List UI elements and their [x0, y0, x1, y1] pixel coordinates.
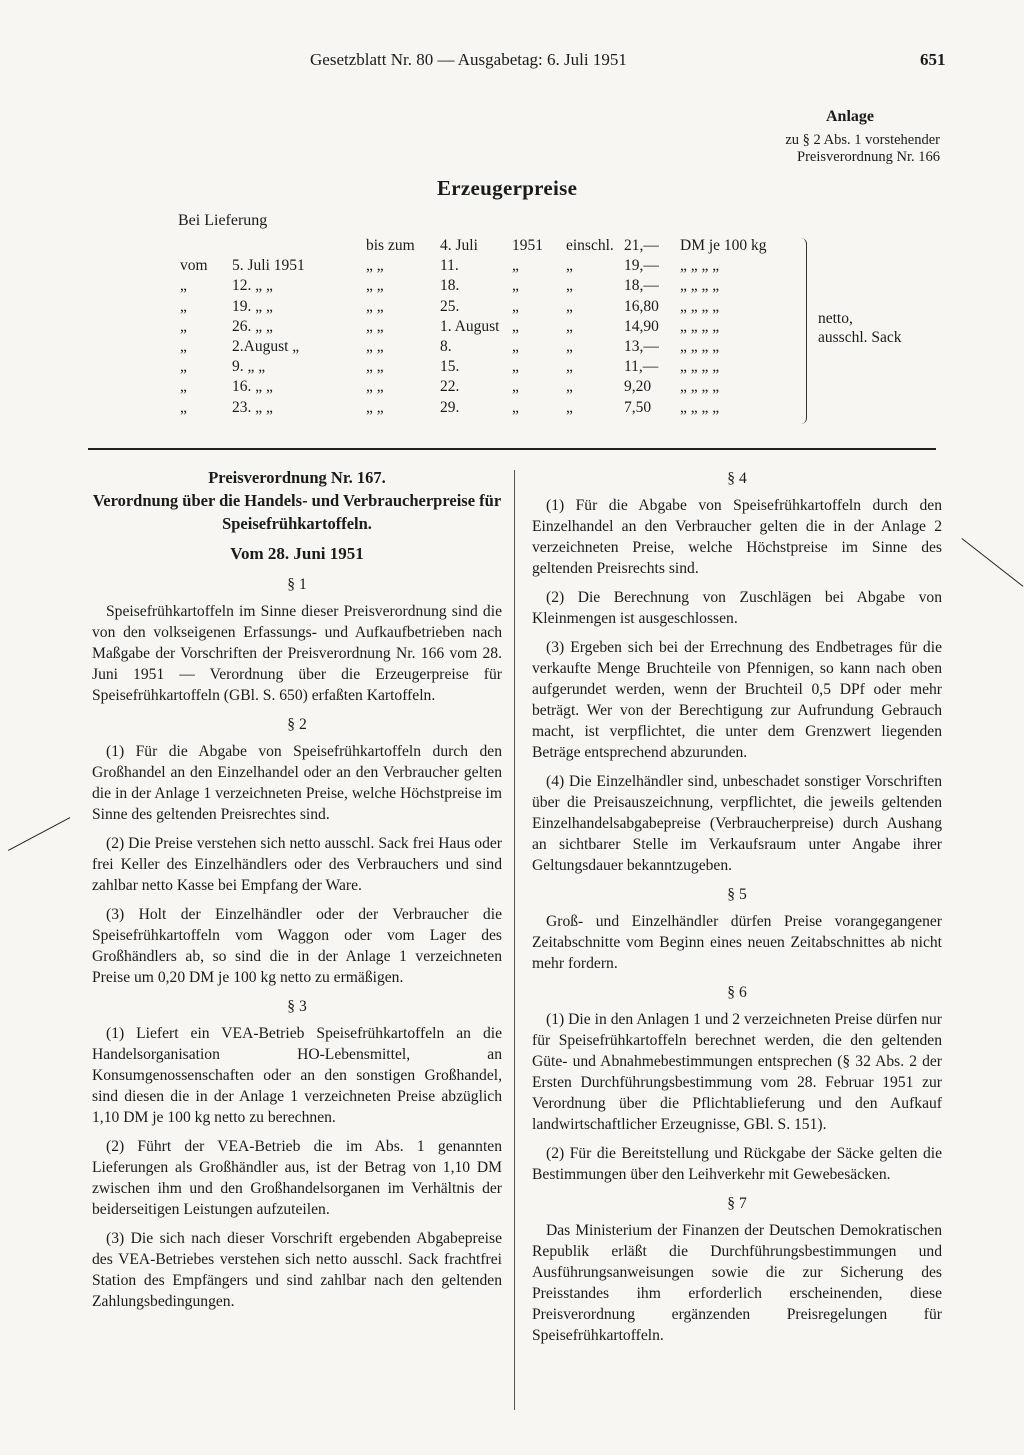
- ordinance-title: Verordnung über die Handels- und Verbraucherpreise für Speisefrühkartoffeln.: [92, 491, 502, 533]
- paragraph: Das Ministerium der Finanzen der Deutschen Demokratischen Republik erläßt die Durchführungsbestimmungen und Ausführungsanweisungen sowie die zur Sicherung des Preisstandes ihm erforderlich erscheinenden, diese Preisverordnung ergänzenden Preisregelungen für Speisefrühkartoffeln.: [532, 1222, 942, 1344]
- table-cell-c1: „: [180, 338, 187, 355]
- table-cell-c2: 12. „ „: [232, 277, 273, 295]
- paragraph: (4) Die Einzelhändler sind, unbeschadet sonstiger Vorschriften über die Preisauszeichnung, verpflichtet, die jeweils geltenden Einzelhandelsabgabepreise (Verbraucherpreise) durch Aushang an sichtbarer Stelle im Verkaufsraum unter Angabe ihrer Geltungsdauer bekanntzugeben.: [532, 773, 942, 874]
- table-cell-c2: 26. „ „: [232, 317, 273, 335]
- table-cell-c5: „: [512, 338, 519, 355]
- table-cell-c6: „: [566, 257, 573, 275]
- table-cell-c6: „: [566, 358, 573, 376]
- table-cell-c3: „ „: [366, 297, 384, 315]
- table-cell-c5: „: [512, 317, 519, 335]
- table-cell-c5: „: [512, 358, 519, 376]
- table-cell-c5: „: [512, 398, 519, 416]
- table-cell-c1: „: [180, 378, 187, 396]
- table-cell-price: 16,80: [624, 297, 659, 315]
- ordinance-number: Preisverordnung Nr. 167.: [208, 468, 386, 487]
- table-cell-c4: 29.: [440, 398, 460, 416]
- table-cell-c3: „ „: [366, 277, 384, 295]
- section-heading: § 1: [287, 576, 307, 593]
- table-cell-unit: „ „ „ „: [680, 338, 720, 355]
- table-cell-c4: 11.: [440, 257, 459, 275]
- table-cell-c6: „: [566, 277, 573, 295]
- table-cell-price: 18,—: [624, 277, 659, 295]
- table-cell-c4: 22.: [440, 378, 460, 396]
- right-column-body: [532, 468, 942, 1346]
- table-cell-c3: „ „: [366, 257, 384, 275]
- section-divider: [88, 448, 936, 450]
- paragraph: (2) Für die Bereitstellung und Rückgabe der Säcke gelten die Bestimmungen über den Leihverkehr mit Gewebesäcken.: [532, 1145, 942, 1183]
- note-line: netto,: [818, 310, 853, 327]
- table-cell-unit: „ „ „ „: [680, 358, 720, 376]
- table-cell-c2: 23. „ „: [232, 398, 273, 416]
- paragraph: (3) Ergeben sich bei der Errechnung des Endbetrages für die verkaufte Menge Bruchteile von Pfennigen, so kann nach oben aufgerundet werden, wenn der Bruchteil 0,5 DPf oder mehr beträgt. Wer von der Berechtigung zur Aufrundung Gebrauch macht, ist verpflichtet, die unter dem Grenzwert liegenden Beträge entsprechend abzurunden.: [532, 639, 942, 761]
- table-cell-price: 11,—: [624, 358, 659, 376]
- table-cell-c1: „: [180, 277, 187, 295]
- paragraph: (3) Holt der Einzelhändler oder der Verbraucher die Speisefrühkartoffeln vom Waggon oder vom Lager des Großhändlers ab, so sind die in der Anlage 1 verzeichneten Preise um 0,20 DM je 100 kg netto zu ermäßigen.: [92, 906, 502, 986]
- table-intro: Bei Lieferung: [178, 212, 268, 229]
- anlage-line: zu § 2 Abs. 1 vorstehender: [785, 132, 940, 148]
- table-cell-c4: 4. Juli: [440, 237, 478, 254]
- running-header: Gesetzblatt Nr. 80 — Ausgabetag: 6. Juli 1951: [310, 50, 627, 69]
- table-cell-c2: 19. „ „: [232, 297, 273, 315]
- table-cell-unit: „ „ „ „: [680, 317, 720, 335]
- section-heading: § 4: [727, 470, 747, 487]
- table-cell-price: 14,90: [624, 317, 659, 335]
- paragraph: (1) Für die Abgabe von Speisefrühkartoffeln durch den Großhandel an den Einzelhandel oder an den Verbraucher gelten die in der Anlage 1 verzeichneten Preise, welche Höchstpreise im Sinne des geltenden Preisrechtes sind.: [92, 743, 502, 823]
- paragraph: (1) Liefert ein VEA-Betrieb Speisefrühkartoffeln an die Handelsorganisation HO-Lebensmittel, an Konsumgenossenschaften oder an den sonstigen Großhandel, sind diesen die in der Anlage 1 verzeichneten Preise abzüglich 1,10 DM je 100 kg netto zu berechnen.: [92, 1025, 502, 1126]
- table-cell-c2: 16. „ „: [232, 378, 273, 396]
- paragraph: (2) Führt der VEA-Betrieb die im Abs. 1 genannten Lieferungen als Großhändler aus, ist der Betrag von 1,10 DM zwischen ihm und den Großhandelsorganen im Verhältnis der beiderseitigen Leistungen aufzuteilen.: [92, 1138, 502, 1218]
- paragraph: (2) Die Berechnung von Zuschlägen bei Abgabe von Kleinmengen ist ausgeschlossen.: [532, 589, 942, 627]
- table-cell-c1: „: [180, 317, 187, 335]
- right-column: [532, 466, 942, 1354]
- table-cell-price: 9,20: [624, 378, 652, 396]
- section-heading: § 2: [287, 716, 307, 733]
- page-number: 651: [920, 50, 946, 69]
- table-cell-unit: „ „ „ „: [680, 398, 720, 416]
- section-heading: § 6: [727, 984, 747, 1001]
- margin-mark: [961, 538, 1023, 587]
- paragraph: (1) Für die Abgabe von Speisefrühkartoffeln durch den Einzelhandel an den Verbraucher gelten die in der Anlage 2 verzeichneten Preise, welche Höchstpreise im Sinne des geltenden Preisrechts sind.: [532, 497, 942, 577]
- paragraph: (2) Die Preise verstehen sich netto ausschl. Sack frei Haus oder frei Keller des Einzelhändlers oder des Verbrauchers und sind zahlbar netto Kasse bei Empfang der Ware.: [92, 835, 502, 894]
- table-cell-price: 7,50: [624, 398, 652, 416]
- table-cell-c4: 1. August: [440, 317, 500, 335]
- table-cell-unit: „ „ „ „: [680, 378, 720, 396]
- table-cell-c3: „ „: [366, 358, 384, 376]
- table-cell-c4: 25.: [440, 297, 460, 315]
- table-cell-c6: einschl.: [566, 237, 614, 254]
- table-cell-c5: „: [512, 277, 519, 295]
- table-cell-c6: „: [566, 378, 573, 396]
- column-divider: [514, 470, 515, 1410]
- ordinance-date: Vom 28. Juni 1951: [230, 544, 364, 563]
- paragraph: (1) Die in den Anlagen 1 und 2 verzeichneten Preise dürfen nur für Speisefrühkartoffeln berechnet werden, die den geltenden Güte- und Abnahmebestimmungen entsprechen (§ 32 Abs. 2 der Ersten Durchführungsbestimmung vom 28. Februar 1951 zur Verordnung über die Pflichtablieferung und den Aufkauf landwirtschaftlicher Erzeugnisse, GBl. S. 151).: [532, 1011, 942, 1133]
- table-cell-price: 13,—: [624, 338, 659, 355]
- table-cell-c2: 5. Juli 1951: [232, 257, 305, 275]
- table-cell-c6: „: [566, 317, 573, 335]
- table-cell-c4: 15.: [440, 358, 460, 376]
- anlage-line: Preisverordnung Nr. 166: [797, 149, 940, 165]
- table-cell-c3: bis zum: [366, 237, 415, 254]
- table-cell-c4: 8.: [440, 338, 452, 355]
- table-note: [818, 309, 902, 347]
- table-cell-c3: „ „: [366, 398, 384, 416]
- section-heading: § 7: [727, 1195, 747, 1212]
- table-cell-c3: „ „: [366, 338, 384, 355]
- table-cell-unit: „ „ „ „: [680, 297, 720, 315]
- table-cell-unit: „ „ „ „: [680, 277, 720, 295]
- table-cell-price: 19,—: [624, 257, 659, 275]
- table-cell-c5: 1951: [512, 237, 543, 254]
- table-cell-c1: „: [180, 358, 187, 376]
- table-cell-c3: „ „: [366, 317, 384, 335]
- paragraph: (3) Die sich nach dieser Vorschrift ergebenden Abgabepreise des VEA-Betriebes verstehen sich netto ausschl. Sack frachtfrei Station des Empfängers und sind zahlbar nach den geltenden Zahlungsbedingungen.: [92, 1230, 502, 1310]
- table-cell-c1: vom: [180, 257, 208, 275]
- anlage-title: Anlage: [826, 108, 874, 125]
- table-cell-c4: 18.: [440, 277, 460, 295]
- table-cell-c6: „: [566, 297, 573, 315]
- table-cell-c2: 2.August „: [232, 338, 300, 355]
- table-cell-c1: „: [180, 297, 187, 315]
- table-cell-unit: DM je 100 kg: [680, 237, 767, 254]
- table-cell-c5: „: [512, 257, 519, 275]
- note-line: ausschl. Sack: [818, 329, 902, 346]
- left-column: [92, 466, 502, 1320]
- paragraph: Groß- und Einzelhändler dürfen Preise vorangegangener Zeitabschnitte vom Beginn eines neuen Zeitabschnittes ab nicht mehr fordern.: [532, 913, 942, 972]
- erzeugerpreise-title: Erzeugerpreise: [437, 176, 578, 200]
- table-cell-c6: „: [566, 338, 573, 355]
- table-cell-c1: „: [180, 398, 187, 416]
- paragraph: Speisefrühkartoffeln im Sinne dieser Preisverordnung sind die von den volkseigenen Erfassungs- und Aufkaufbetrieben nach Maßgabe der Vorschriften der Preisverordnung Nr. 166 vom 28. Juni 1951 — Verordnung über die Erzeugerpreise für Speisefrühkartoffeln (GBl. S. 650) erfaßten Kartoffeln.: [92, 603, 502, 704]
- table-cell-price: 21,—: [624, 237, 659, 254]
- table-cell-c2: 9. „ „: [232, 358, 266, 376]
- left-column-body: [92, 574, 502, 1312]
- table-cell-unit: „ „ „ „: [680, 257, 720, 275]
- table-cell-c6: „: [566, 398, 573, 416]
- section-heading: § 3: [287, 998, 307, 1015]
- table-cell-c5: „: [512, 378, 519, 396]
- table-bracket: [796, 238, 807, 424]
- margin-mark: [8, 817, 70, 851]
- table-cell-c3: „ „: [366, 378, 384, 396]
- table-cell-c5: „: [512, 297, 519, 315]
- section-heading: § 5: [727, 886, 747, 903]
